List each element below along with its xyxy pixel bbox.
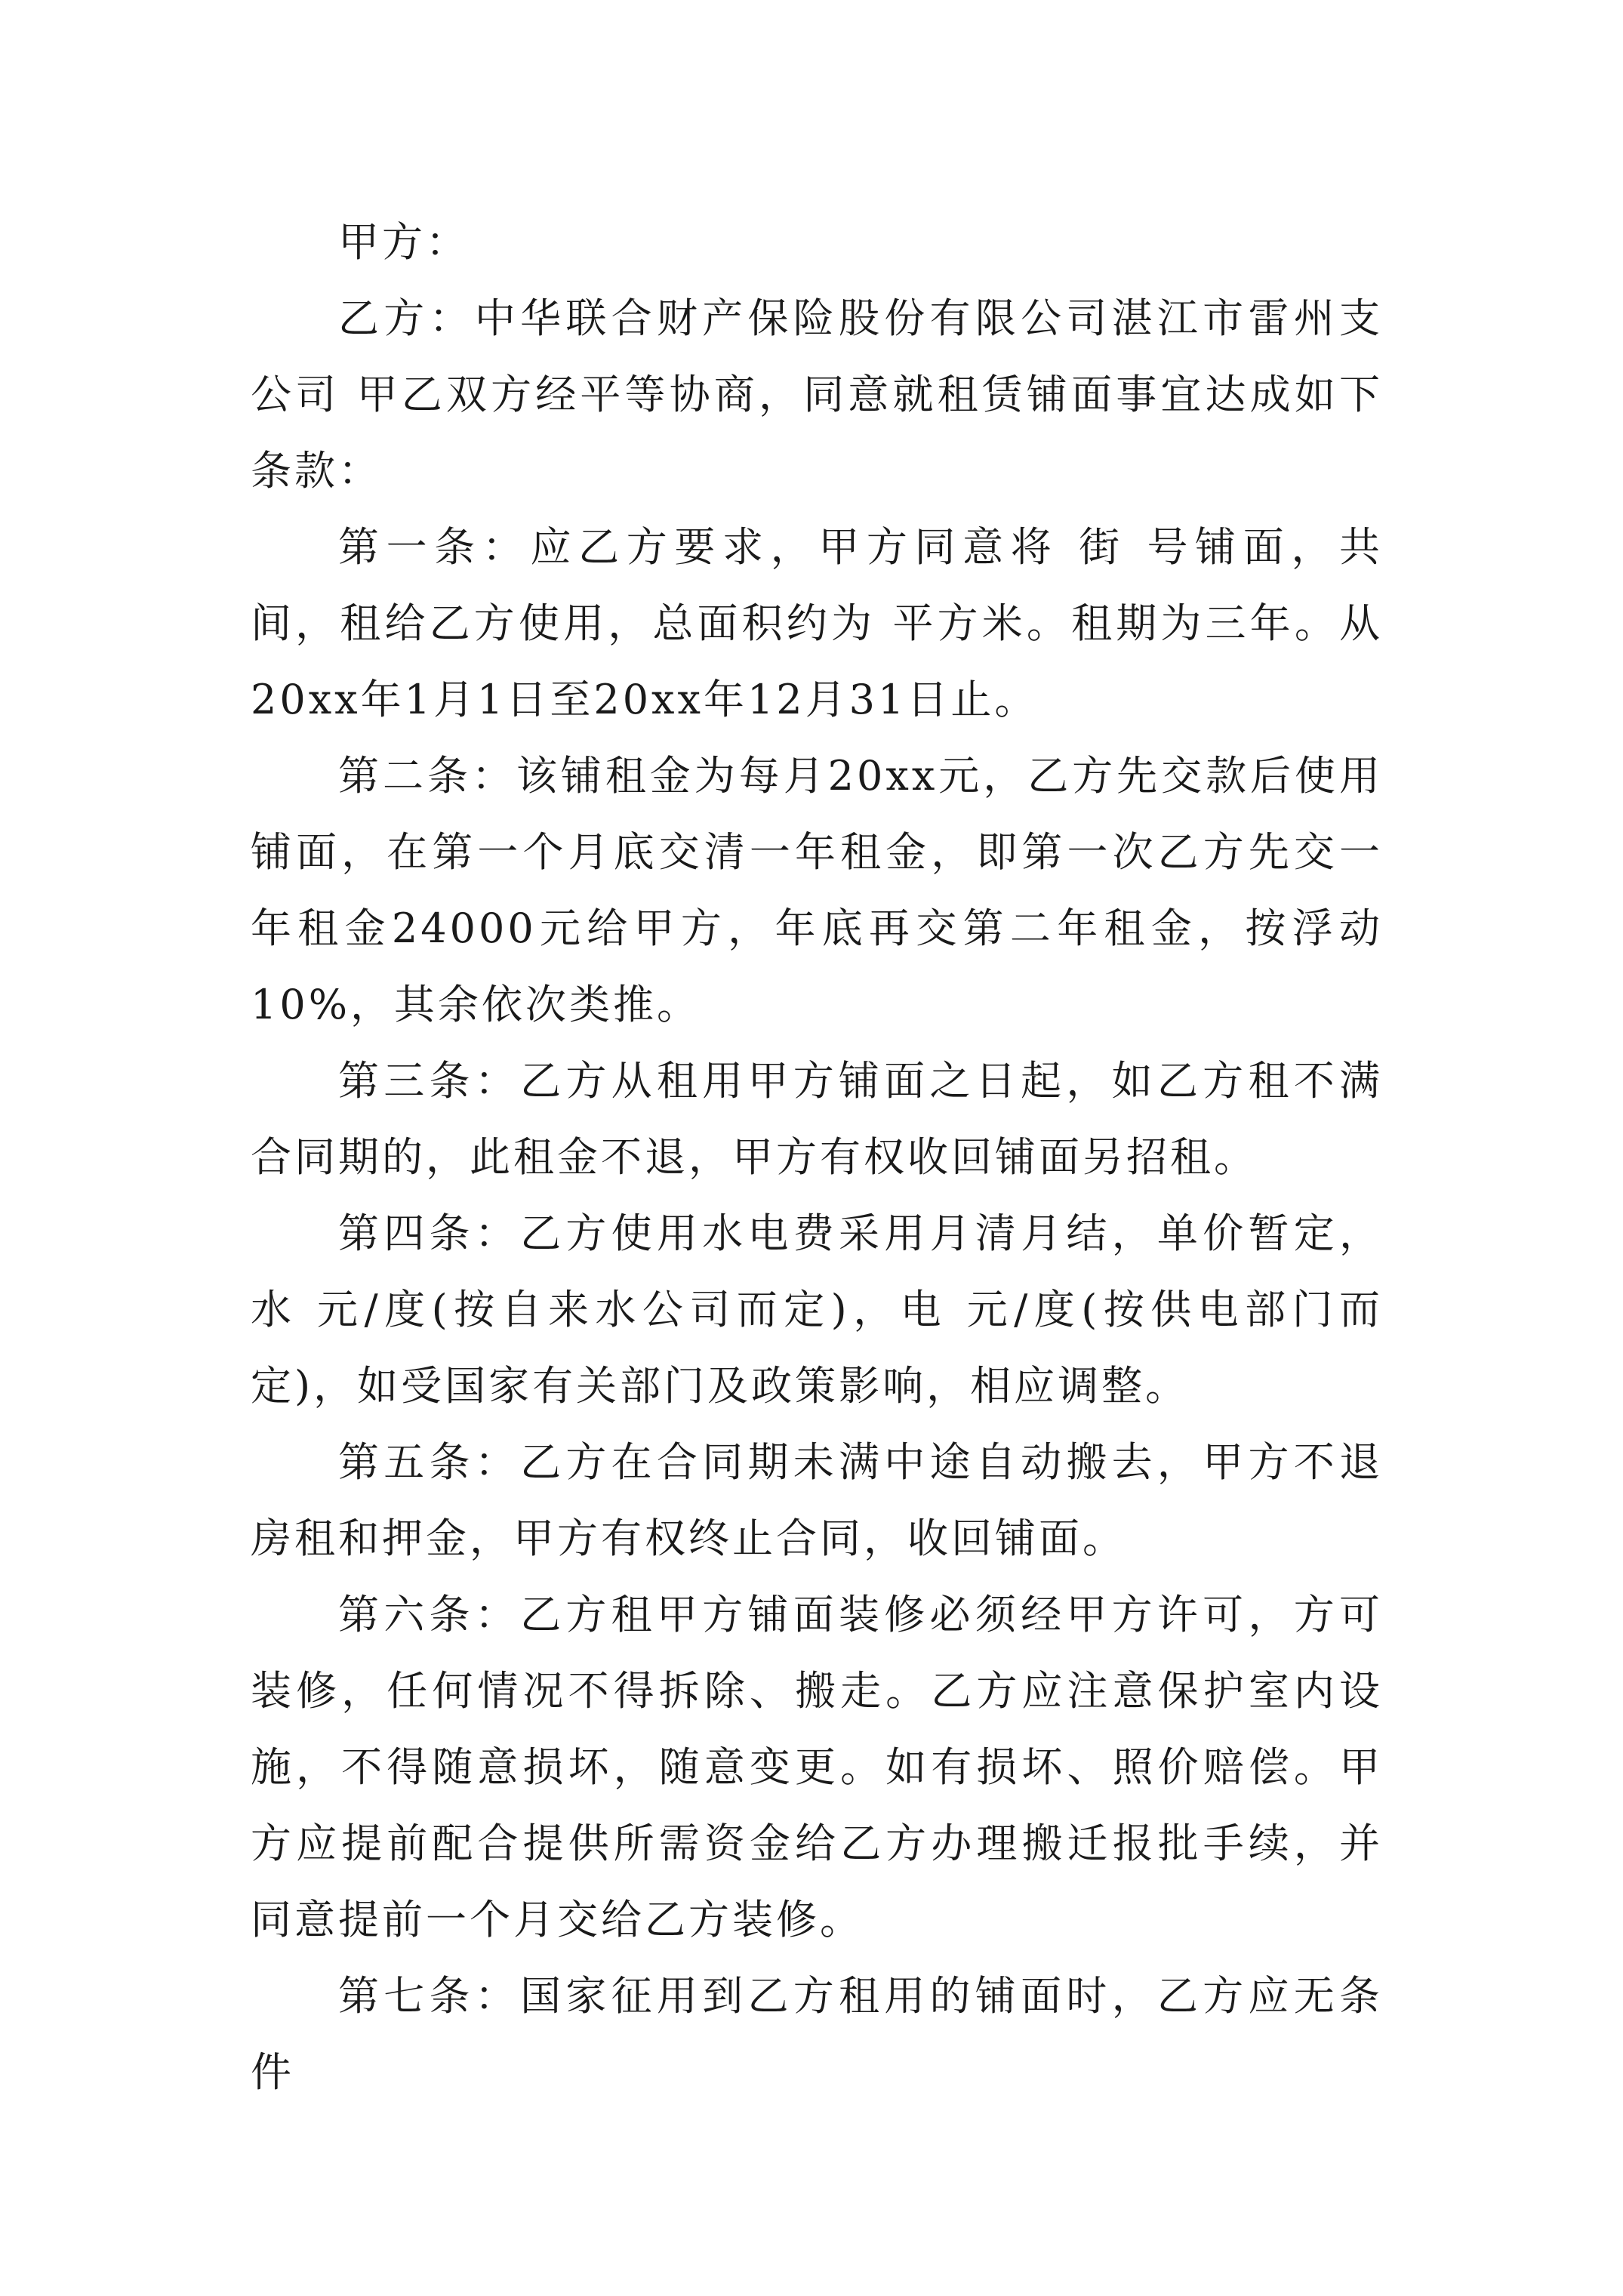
clause-7: 第七条：国家征用到乙方租用的铺面时，乙方应无条件 xyxy=(251,1972,1383,2096)
clause-6: 第六条：乙方租甲方铺面装修必须经甲方许可，方可装修，任何情况不得拆除、搬走。乙方应注意保护室内设施，不得随意损坏，随意变更。如有损坏、照价赔偿。甲方应提前配合提供所需资金给乙方办理搬迁报批手续，并同意提前一个月交给乙方装修。 xyxy=(251,1591,1383,1943)
party-b-paragraph: 乙方：中华联合财产保险股份有限公司湛江市雷州支公司 甲乙双方经平等协商，同意就租赁铺面事宜达成如下条款： xyxy=(251,294,1383,495)
clause-1: 第一条：应乙方要求，甲方同意将 街 号铺面，共 间，租给乙方使用，总面积约为 平方米。租期为三年。从20xx年1月1日至20xx年12月31日止。 xyxy=(251,523,1383,723)
clause-2: 第二条：该铺租金为每月20xx元，乙方先交款后使用铺面，在第一个月底交清一年租金，即第一次乙方先交一年租金24000元给甲方，年底再交第二年租金，按浮动10%，其余依次类推。 xyxy=(251,752,1383,1028)
party-a-line: 甲方： xyxy=(338,218,470,266)
clause-5: 第五条：乙方在合同期未满中途自动搬去，甲方不退房租和押金，甲方有权终止合同，收回铺面。 xyxy=(251,1438,1383,1562)
document-body xyxy=(251,204,1383,2110)
clause-4: 第四条：乙方使用水电费采用月清月结，单价暂定，水 元/度(按自来水公司而定)，电 元/度(按供电部门而定)，如受国家有关部门及政策影响，相应调整。 xyxy=(251,1210,1383,1410)
clause-3: 第三条：乙方从租用甲方铺面之日起，如乙方租不满合同期的，此租金不退，甲方有权收回铺面另招租。 xyxy=(251,1057,1383,1181)
